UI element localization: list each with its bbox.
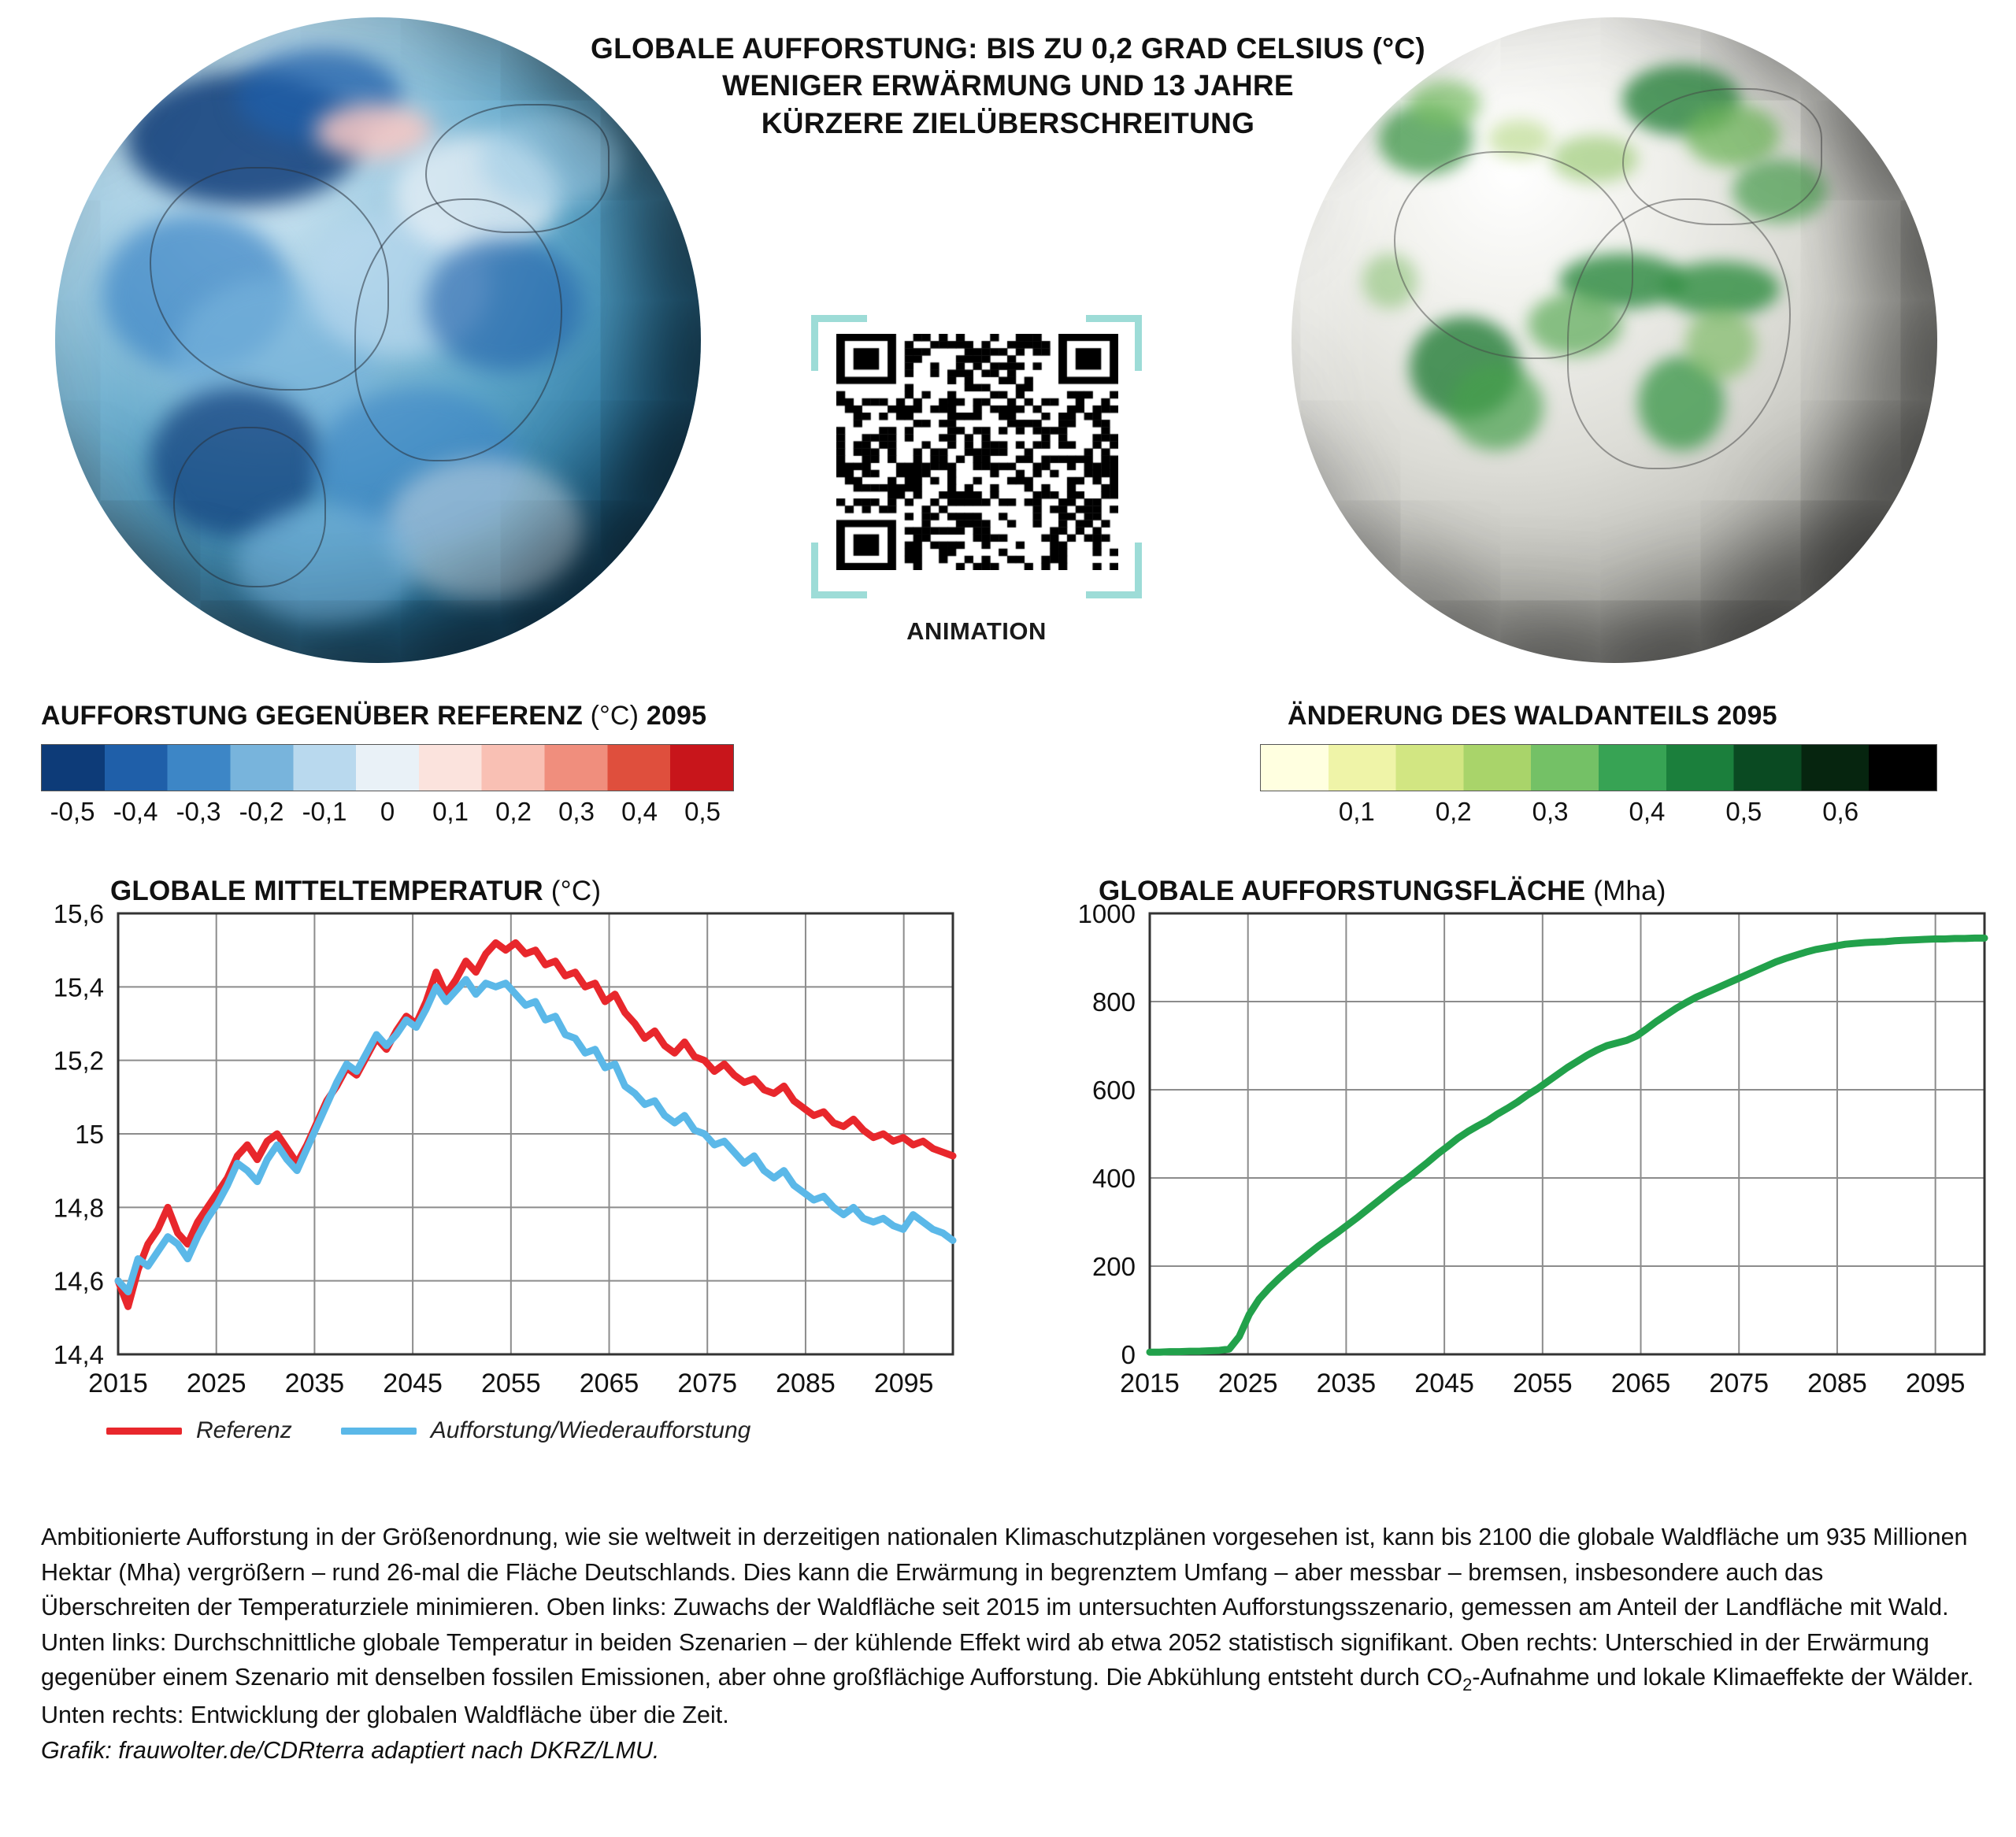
chart-1-title-unit: (°C) [550, 876, 602, 906]
y-axis-tick: 800 [1091, 987, 1136, 1017]
x-axis-tick: 2045 [1414, 1368, 1474, 1398]
globe-temperature-difference [55, 17, 701, 663]
colorbar-tick: 0 [380, 797, 395, 826]
chart-1-legend [106, 1417, 750, 1444]
caption-co2-subscript: 2 [1462, 1675, 1473, 1695]
qr-code-icon[interactable] [836, 334, 1118, 570]
x-axis-tick: 2055 [1513, 1368, 1573, 1398]
colorbar-tick: 0,4 [1629, 797, 1666, 826]
animation-qr-block[interactable] [811, 315, 1142, 646]
x-axis-tick: 2065 [1610, 1368, 1671, 1398]
colorbar-right-ticks [1260, 797, 1937, 833]
x-axis-tick: 2075 [1709, 1368, 1770, 1398]
title-line-3: KÜRZERE ZIELÜBERSCHREITUNG [761, 106, 1255, 139]
title-line-2: WENIGER ERWÄRMUNG UND 13 JAHRE [722, 69, 1294, 102]
x-axis-tick: 2085 [776, 1368, 836, 1398]
legend-swatch-reference [106, 1428, 182, 1435]
series-line-1 [1150, 938, 1984, 1352]
y-axis-tick: 0 [1121, 1340, 1136, 1369]
chart-global-mean-temperature [0, 882, 992, 1433]
x-axis-tick: 2055 [481, 1368, 541, 1398]
page-title [504, 30, 1512, 142]
qr-label: ANIMATION [906, 617, 1047, 645]
colorbar-tick: 0,5 [1725, 797, 1762, 826]
title-line-1: GLOBALE AUFFORSTUNG: BIS ZU 0,2 GRAD CELSIUS (°C) [590, 32, 1426, 65]
x-axis-tick: 2095 [1905, 1368, 1966, 1398]
x-axis-tick: 2025 [186, 1368, 246, 1398]
colorbar-left-gradient [41, 744, 734, 791]
legend-label-reference: Referenz [196, 1417, 292, 1443]
globe-forest-fraction-change [1292, 17, 1937, 663]
caption-body2-post: -Aufnahme und lokale Klimaeffekte der Wälder. Unten rechts: Entwicklung der globalen Waldfläche über die Zeit. [41, 1664, 1974, 1729]
x-axis-tick: 2075 [677, 1368, 738, 1398]
chart-2-title-main: GLOBALE AUFFORSTUNGSFLÄCHE [1099, 876, 1586, 906]
y-axis-tick: 15 [75, 1120, 104, 1149]
colorbar-right-title-year: 2095 [1717, 701, 1777, 731]
x-axis-tick: 2015 [88, 1368, 148, 1398]
x-axis-tick: 2035 [1316, 1368, 1377, 1398]
colorbar-right-title [1288, 701, 1777, 731]
x-axis-tick: 2015 [1120, 1368, 1180, 1398]
colorbar-left-title-year: 2095 [646, 701, 707, 731]
colorbar-tick: 0,4 [621, 797, 658, 826]
caption-body2-pre: Die Abkühlung entsteht durch CO [1106, 1664, 1463, 1691]
colorbar-tick: -0,3 [176, 797, 221, 826]
colorbar-tick: 0,2 [495, 797, 532, 826]
colorbar-tick: 0,1 [432, 797, 469, 826]
colorbar-tick: 0,2 [1435, 797, 1472, 826]
x-axis-tick: 2065 [579, 1368, 639, 1398]
colorbar-left-title-main: AUFFORSTUNG GEGENÜBER REFERENZ [41, 701, 583, 731]
y-axis-tick: 14,6 [53, 1266, 104, 1296]
colorbar-tick: -0,1 [302, 797, 347, 826]
series-line-1 [118, 943, 953, 1306]
colorbar-left-ticks [41, 797, 734, 833]
colorbar-tick: -0,2 [239, 797, 284, 826]
caption-credit: Grafik: frauwolter.de/CDRterra adaptiert nach DKRZ/LMU. [41, 1736, 660, 1764]
y-axis-tick: 200 [1091, 1252, 1136, 1281]
colorbar-tick: 0,3 [1532, 797, 1569, 826]
y-axis-tick: 1000 [1077, 899, 1136, 928]
legend-label-afforestation: Aufforstung/Wiederaufforstung [430, 1417, 751, 1443]
y-axis-tick: 15,2 [53, 1046, 104, 1076]
x-axis-tick: 2045 [383, 1368, 443, 1398]
colorbar-right-title-main: ÄNDERUNG DES WALDANTEILS [1288, 701, 1710, 731]
y-axis-tick: 15,4 [53, 972, 104, 1002]
y-axis-tick: 400 [1091, 1164, 1136, 1193]
x-axis-tick: 2095 [873, 1368, 934, 1398]
colorbar-tick: 0,5 [684, 797, 721, 826]
legend-swatch-afforestation [341, 1428, 417, 1435]
colorbar-tick: 0,1 [1338, 797, 1375, 826]
x-axis-tick: 2035 [284, 1368, 345, 1398]
colorbar-tick: 0,6 [1822, 797, 1859, 826]
y-axis-tick: 15,6 [53, 899, 104, 928]
chart-2-title-unit: (Mha) [1593, 876, 1666, 906]
colorbar-right-gradient [1260, 744, 1937, 791]
x-axis-tick: 2025 [1217, 1368, 1278, 1398]
x-axis-tick: 2085 [1807, 1368, 1867, 1398]
colorbar-tick: -0,4 [113, 797, 158, 826]
chart-global-afforestation-area [1008, 882, 2016, 1433]
series-line-2 [118, 980, 953, 1292]
colorbar-tick: -0,5 [50, 797, 95, 826]
y-axis-tick: 600 [1091, 1076, 1136, 1105]
legend-item-reference [106, 1417, 292, 1444]
chart-1-title-main: GLOBALE MITTELTEMPERATUR [110, 876, 543, 906]
y-axis-tick: 14,4 [53, 1340, 104, 1369]
caption-body: Ambitionierte Aufforstung in der Größenordnung, wie sie weltweit in derzeitigen nationalen Klimaschutzplänen vorgesehen ist, kann bis 2100 die globale Waldfläche um 935 Millionen Hektar (Mha) vergrößern – rund 26-mal die Fläche Deutschlands. Dies kann die Erwärmung in begrenztem Umfang – aber messbar – bremsen, insbesondere auch das Überschreiten der Temperaturziele minimieren. Oben links: Zuwachs der Waldfläche seit 2015 im untersuchten Aufforstungsszenario, gemessen am Anteil der Landfläche mit Wald. Unten links: Durchschnittliche globale Temperatur in beiden Szenarien – der kühlende Effekt wird ab etwa 2052 statistisch signifikant. Oben rechts: Unterschied in der Erwärmung gegenüber einem Szenario mit denselben fossilen Emissionen, aber ohne großflächige Aufforstung. [41, 1524, 1968, 1691]
caption-block [41, 1520, 1978, 1768]
colorbar-left-title [41, 701, 706, 731]
colorbar-left-title-unit: (°C) [590, 701, 639, 731]
y-axis-tick: 14,8 [53, 1193, 104, 1223]
legend-item-afforestation [341, 1417, 751, 1444]
colorbar-tick: 0,3 [558, 797, 595, 826]
